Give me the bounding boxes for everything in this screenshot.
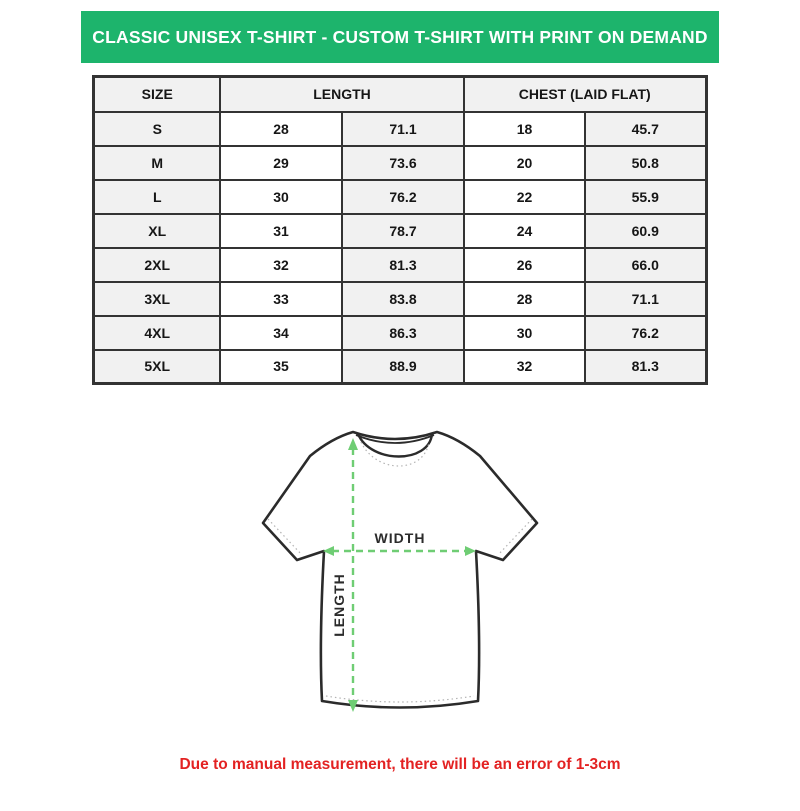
chest-in-cell: 20 — [464, 146, 585, 180]
length-in-cell: 34 — [220, 316, 342, 350]
length-cm-cell: 81.3 — [342, 248, 464, 282]
size-cell: S — [94, 112, 220, 146]
length-in-cell: 29 — [220, 146, 342, 180]
table-row — [94, 282, 706, 316]
table-row — [94, 146, 706, 180]
length-cm-cell: 83.8 — [342, 282, 464, 316]
chest-in-cell: 26 — [464, 248, 585, 282]
length-in-cell: 31 — [220, 214, 342, 248]
length-in-cell: 32 — [220, 248, 342, 282]
size-chart-table — [92, 75, 707, 385]
length-in-cell: 30 — [220, 180, 342, 214]
width-label: WIDTH — [374, 530, 426, 546]
chest-in-cell: 18 — [464, 112, 585, 146]
table-row — [94, 316, 706, 350]
chest-cm-cell: 76.2 — [585, 316, 706, 350]
col-header-length: LENGTH — [220, 77, 464, 112]
size-cell: 4XL — [94, 316, 220, 350]
tshirt-outline — [263, 432, 537, 708]
length-cm-cell: 76.2 — [342, 180, 464, 214]
chest-in-cell: 30 — [464, 316, 585, 350]
tshirt-diagram-svg — [240, 418, 560, 748]
length-in-cell: 35 — [220, 350, 342, 384]
size-cell: 3XL — [94, 282, 220, 316]
title-banner — [81, 11, 719, 63]
col-header-chest: CHEST (LAID FLAT) — [464, 77, 706, 112]
size-cell: L — [94, 180, 220, 214]
chest-cm-cell: 45.7 — [585, 112, 706, 146]
size-cell: 2XL — [94, 248, 220, 282]
table-header-row — [94, 77, 706, 112]
chest-in-cell: 22 — [464, 180, 585, 214]
chest-cm-cell: 66.0 — [585, 248, 706, 282]
chest-in-cell: 28 — [464, 282, 585, 316]
table-row — [94, 112, 706, 146]
chest-in-cell: 24 — [464, 214, 585, 248]
table-row — [94, 350, 706, 384]
table-row — [94, 248, 706, 282]
chest-cm-cell: 71.1 — [585, 282, 706, 316]
chest-cm-cell: 50.8 — [585, 146, 706, 180]
table-row — [94, 180, 706, 214]
length-in-cell: 28 — [220, 112, 342, 146]
size-cell: 5XL — [94, 350, 220, 384]
size-cell: M — [94, 146, 220, 180]
length-cm-cell: 71.1 — [342, 112, 464, 146]
chest-in-cell: 32 — [464, 350, 585, 384]
tshirt-measurement-diagram — [240, 418, 560, 753]
length-cm-cell: 88.9 — [342, 350, 464, 384]
length-label: LENGTH — [331, 573, 347, 637]
length-cm-cell: 78.7 — [342, 214, 464, 248]
length-cm-cell: 73.6 — [342, 146, 464, 180]
chest-cm-cell: 55.9 — [585, 180, 706, 214]
table-row — [94, 214, 706, 248]
col-header-size: SIZE — [94, 77, 220, 112]
chest-cm-cell: 60.9 — [585, 214, 706, 248]
size-cell: XL — [94, 214, 220, 248]
page-title: CLASSIC UNISEX T-SHIRT - CUSTOM T-SHIRT WITH PRINT ON DEMAND — [92, 26, 708, 47]
length-in-cell: 33 — [220, 282, 342, 316]
length-cm-cell: 86.3 — [342, 316, 464, 350]
measurement-error-note: Due to manual measurement, there will be an error of 1-3cm — [179, 756, 621, 773]
chest-cm-cell: 81.3 — [585, 350, 706, 384]
